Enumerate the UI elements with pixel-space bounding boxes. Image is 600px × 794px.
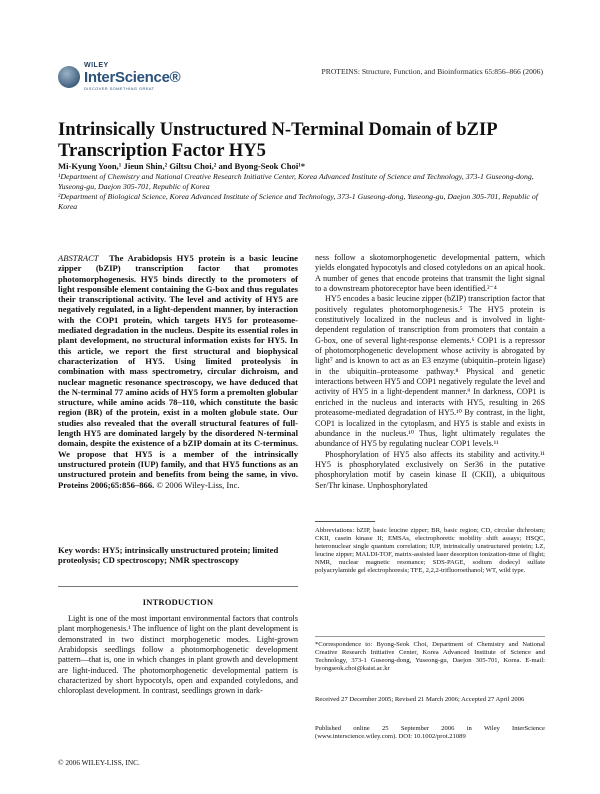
- title-line-2: Transcription Factor HY5: [58, 139, 266, 161]
- section-divider: [58, 586, 298, 587]
- affiliations: [58, 172, 548, 212]
- affiliation-1: ¹Department of Chemistry and National Creative Research Initiative Center, Korea Advanced Institute of Science and Technology, 373-1 Guseong-dong, Yuseong-gu, Daejon 305-701, Republic of Korea: [58, 172, 534, 191]
- abstract-copyright: © 2006 Wiley-Liss, Inc.: [156, 479, 240, 490]
- publication-info: Published online 25 September 2006 in Wiley InterScience (www.interscience.wiley.com). DOI: 10.1002/prot.21089: [315, 725, 545, 741]
- abbreviations-footnote: Abbreviations: bZIP, basic leucine zipper; BR, basic region; CD, circular dichroism; CKII, casein kinase II; EMSAs, electrophoretic mobility shift assays; HSQC, heteronuclear single quantum correlation; IUP, intrinsically unstructured protein; LZ, leucine zipper; MALDI-TOF, matrix-assisted laser desorption ionization-time of flight; NMR, nuclear magnetic resonance; SDS-PAGE, sodium dodecyl sulfate polyacrylamide gel electrophoresis; TFE, 2,2,2-trifluoroethanol; WT, wild type.: [315, 527, 545, 575]
- intro-paragraph: Light is one of the most important environmental factors that controls plant morphogenesis.¹ The influence of light on the plant development is demonstrated in two distinct morphogenetic modes. Light-grown Arabidopsis seedlings follow a photomorphogenetic development pattern—that is, one in which changes in plant growth and development are light-induced. The photomorphogenetic developmental pattern is characterized by short hypocotyls, open and expanded cotyledons, and chloroplast development. In contrast, seedlings grown in dark-: [58, 614, 298, 696]
- keywords-list: HY5; intrinsically unstructured protein; limited proteolysis; CD spectroscopy; NMR spectroscopy: [58, 545, 279, 566]
- abstract: [58, 253, 298, 490]
- author-list: Mi-Kyung Yoon,¹ Jieun Shin,² Giltsu Choi,² and Byong-Seok Choi¹*: [58, 161, 306, 171]
- right-column-text: [315, 253, 545, 491]
- affiliation-2: ²Department of Biological Science, Korea Advanced Institute of Science and Technology, 373-1 Guseong-dong, Yuseong-gu, Daejon 305-701, Republic of Korea: [58, 192, 538, 211]
- globe-icon: [58, 66, 80, 88]
- publisher-logo: [58, 62, 181, 98]
- section-heading: INTRODUCTION: [142, 598, 214, 607]
- footnote-rule: [315, 521, 375, 522]
- body-paragraph: Phosphorylation of HY5 also affects its stability and activity.¹¹ HY5 is phosphorylated exclusively on Ser36 in the putative phosphorylation motif by casein kinase II (CKII), a ubiquitous Ser/Thr kinase. Unphosphorylated: [315, 449, 545, 490]
- body-paragraph: ness follow a skotomorphogenetic developmental pattern, which yields elongated hypocotyls and closed cotyledons on an apical hook. A number of genes that encode proteins that transmit the light signal to a downstream photoreceptor have been identified.²⁻⁴: [315, 253, 545, 294]
- article-title: [58, 120, 538, 161]
- abstract-body: The Arabidopsis HY5 protein is a basic leucine zipper (bZIP) transcription factor that promotes photomorphogenesis. HY5 binds directly to the promoters of light responsible element containing the G-box and thus regulates their transcriptional activity. The level and activity of HY5 are negatively regulated, in a light-dependent manner, by interaction with the COP1 protein, which targets HY5 for proteasome-mediated degradation in the nucleus. Despite its essential roles in plant development, no structural information exists for HY5. In this article, we report the first structural and biophysical characterization of HY5. Using limited proteolysis in combination with mass spectrometry, circular dichroism, and nuclear magnetic resonance spectroscopy, we have deduced that the N-terminal 77 amino acids of HY5 form a premolten globular structure, while amino acids 78–110, which constitute the basic region (BR) of the protein, exist in a molten globule state. Our studies also revealed that the overall structural features of full-length HY5 are dominated largely by the disordered N-terminal domain, despite the existence of a bZIP domain at its C-terminus. We propose that HY5 is a member of the intrinsically unstructured protein (IUP) family, and that HY5 functions as an unstructured protein and benefits from being the same, in vivo. Proteins 2006;65:856–866.: [58, 253, 298, 490]
- received-dates: Received 27 December 2005; Revised 21 March 2006; Accepted 27 April 2006: [315, 696, 525, 703]
- footnote-divider: [315, 636, 545, 637]
- keywords-label: Key words:: [58, 545, 101, 555]
- running-head: PROTEINS: Structure, Function, and Bioinformatics 65:856–866 (2006): [321, 67, 543, 76]
- keywords: [58, 545, 298, 566]
- logo-tagline: DISCOVER SOMETHING GREAT: [84, 86, 155, 91]
- introduction-text: [58, 614, 298, 697]
- title-line-1: Intrinsically Unstructured N-Terminal Domain of bZIP: [58, 119, 498, 140]
- abstract-label: ABSTRACT: [58, 253, 99, 263]
- body-paragraph: HY5 encodes a basic leucine zipper (bZIP) transcription factor that positively regulates photomorphogenesis.⁵ The HY5 protein is constitutively localized in the nucleus and is involved in light-dependent regulation of transcription from promoters that contain a G-box, one of several light-response elements.⁶ COP1 is a repressor of photomorphogenetic development whose activity is abrogated by light⁷ and is known to act as an E3 enzyme (ubiquitin–protein ligase) in the ubiquitin–proteasome pathway.⁸ Physical and genetic interactions between HY5 and COP1 negatively regulate the level and activity of HY5 in a light-dependent manner.⁹ In darkness, COP1 is enriched in the nucleus and interacts with HY5, resulting in 26S proteasome-mediated degradation of HY5.¹⁰ By contrast, in the light, COP1 is localized in the cytoplasm, and HY5 is stable and exists in abundance in the nucleus.¹⁰ Thus, light ultimately regulates the abundance of HY5 by regulating nuclear COP1 levels.¹¹: [315, 294, 545, 449]
- logo-brand: WILEY: [84, 62, 109, 69]
- correspondence-footnote: *Correspondence to: Byong-Seok Choi, Department of Chemistry and National Creative Research Initiative Center, Korea Advanced Institute of Science and Technology, 373-1 Guseong-dong, Yuseong-gu, Daejon 305-701, Korea. E-mail: byongseok.choi@kaist.ac.kr: [315, 641, 545, 673]
- page-copyright: © 2006 WILEY-LISS, INC.: [58, 758, 140, 767]
- logo-name: InterScience®: [84, 69, 181, 86]
